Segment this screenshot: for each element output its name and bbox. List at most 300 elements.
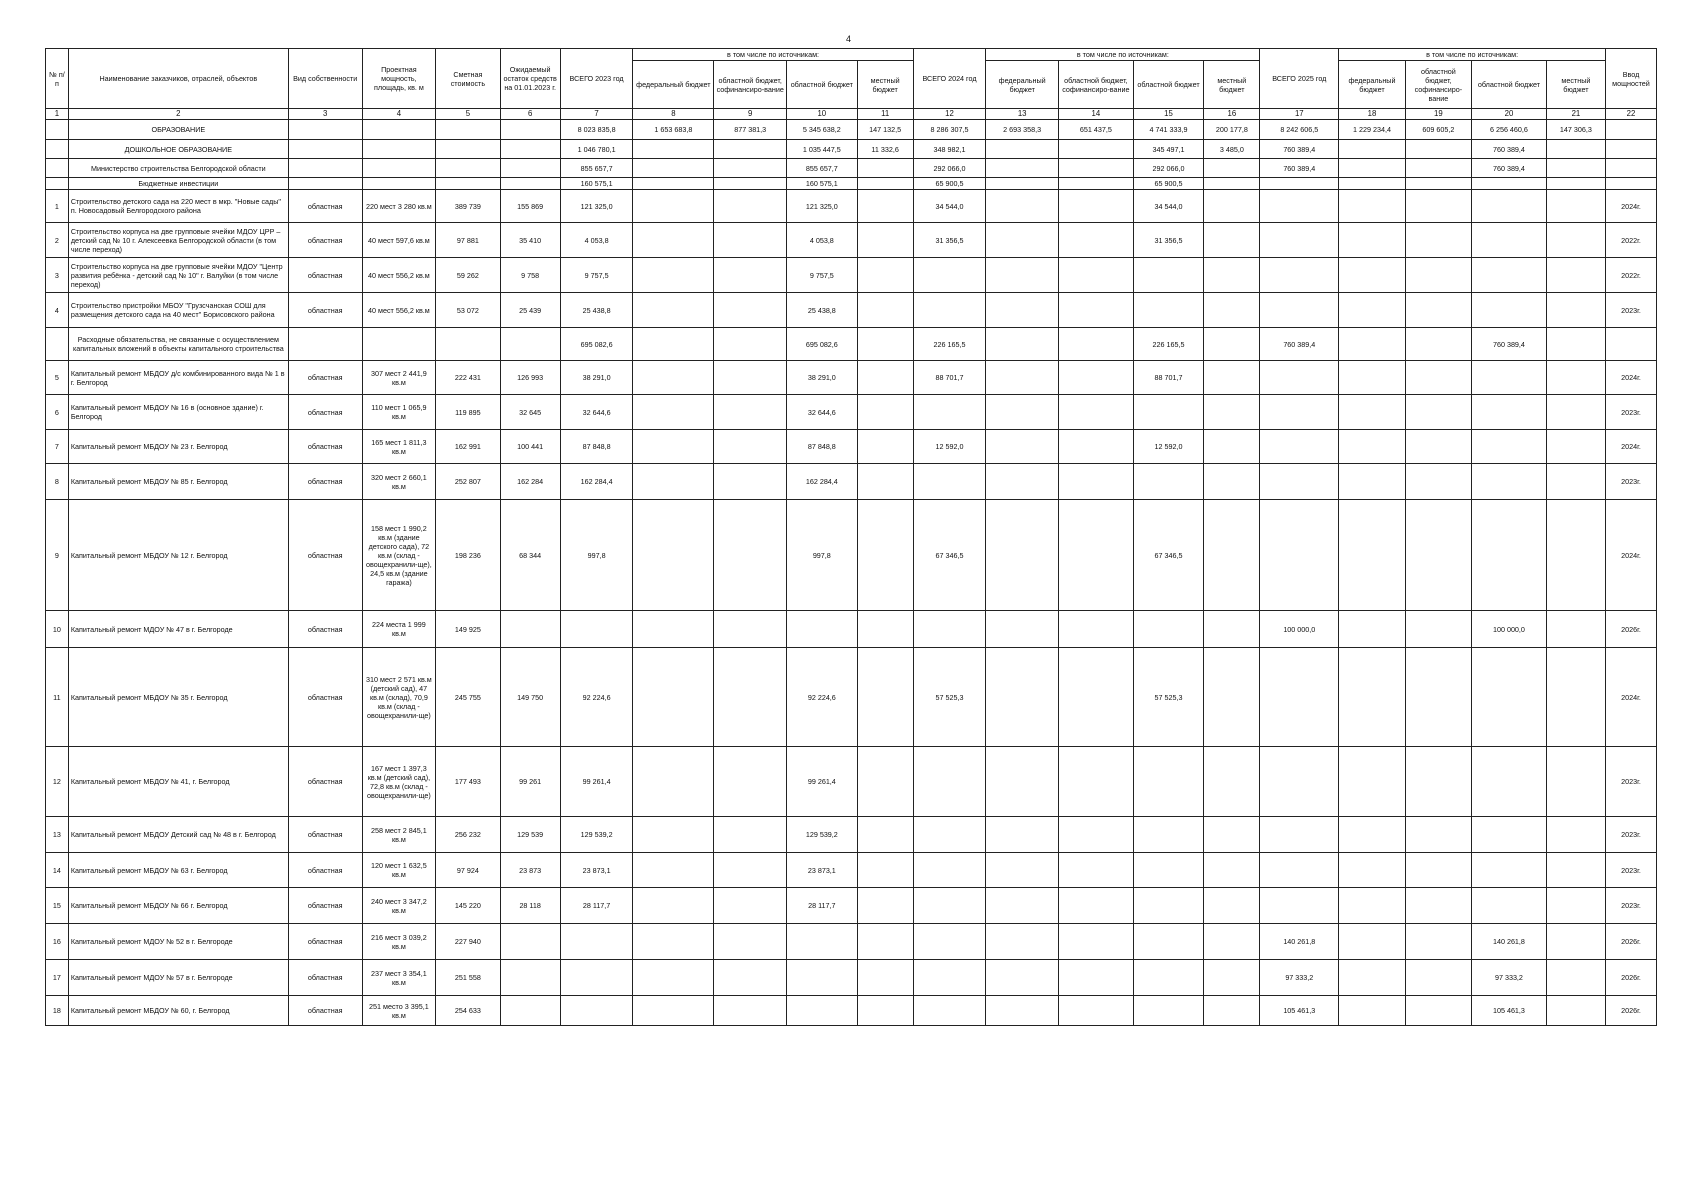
empty-cell: [288, 328, 362, 361]
value-obl-2024: [1133, 611, 1204, 648]
estimate-cost: 252 807: [436, 464, 500, 500]
value-total-2025: [1260, 853, 1339, 888]
value-obl-2025: [1472, 258, 1547, 293]
empty-cell: [288, 140, 362, 159]
row-number: 5: [46, 361, 69, 395]
value-total-2023: 997,8: [560, 500, 633, 611]
value-cofin-2024: [1059, 888, 1134, 924]
object-name: Капитальный ремонт МБДОУ № 85 г. Белгород: [68, 464, 288, 500]
value-cofin-2023: 877 381,3: [714, 120, 787, 140]
object-name: Капитальный ремонт МБДОУ д/с комбинированного вида № 1 в г. Белгород: [68, 361, 288, 395]
value-obl-2025: [1472, 853, 1547, 888]
value-fed-2023: [633, 996, 714, 1026]
value-obl-2023: 1 035 447,5: [787, 140, 858, 159]
ownership: областная: [288, 430, 362, 464]
object-name: Строительство детского сада на 220 мест в мкр. "Новые сады" п. Новосадовый Белгородского района: [68, 190, 288, 223]
value-obl-2023: 9 757,5: [787, 258, 858, 293]
value-obl-2023: 695 082,6: [787, 328, 858, 361]
remainder: 99 261: [500, 747, 560, 817]
value-total-2025: 100 000,0: [1260, 611, 1339, 648]
estimate-cost: 222 431: [436, 361, 500, 395]
estimate-cost: 53 072: [436, 293, 500, 328]
commissioning-year: 2024г.: [1606, 648, 1657, 747]
value-obl-2023: 92 224,6: [787, 648, 858, 747]
value-fed-2023: [633, 430, 714, 464]
column-number: 17: [1260, 109, 1339, 120]
value-cofin-2025: [1405, 361, 1471, 395]
commissioning-year: [1606, 328, 1657, 361]
value-mest-2024: [1204, 293, 1260, 328]
value-mest-2023: [857, 817, 913, 853]
value-obl-2024: 65 900,5: [1133, 178, 1204, 190]
capacity: 251 место 3 395,1 кв.м: [362, 996, 436, 1026]
object-name: Капитальный ремонт МБДОУ № 35 г. Белгород: [68, 648, 288, 747]
estimate-cost: 245 755: [436, 648, 500, 747]
value-fed-2023: [633, 361, 714, 395]
empty-cell: [500, 120, 560, 140]
ownership: областная: [288, 924, 362, 960]
value-mest-2023: [857, 611, 913, 648]
value-total-2025: [1260, 223, 1339, 258]
value-total-2023: [560, 996, 633, 1026]
value-total-2023: 162 284,4: [560, 464, 633, 500]
table-row: [46, 648, 1657, 747]
ownership: областная: [288, 747, 362, 817]
value-cofin-2025: [1405, 464, 1471, 500]
value-fed-2025: [1339, 223, 1405, 258]
value-cofin-2025: [1405, 888, 1471, 924]
header-total-2023: ВСЕГО 2023 год: [560, 49, 633, 109]
value-mest-2024: [1204, 960, 1260, 996]
object-name: Капитальный ремонт МБДОУ № 12 г. Белгород: [68, 500, 288, 611]
commissioning-year: [1606, 178, 1657, 190]
value-total-2024: 88 701,7: [913, 361, 986, 395]
commissioning-year: 2023г.: [1606, 747, 1657, 817]
capacity: 237 мест 3 354,1 кв.м: [362, 960, 436, 996]
commissioning-year: 2023г.: [1606, 395, 1657, 430]
commissioning-year: 2026г.: [1606, 960, 1657, 996]
value-total-2025: [1260, 395, 1339, 430]
value-obl-2025: 760 389,4: [1472, 328, 1547, 361]
remainder: [500, 611, 560, 648]
value-cofin-2023: [714, 888, 787, 924]
value-total-2025: 105 461,3: [1260, 996, 1339, 1026]
remainder: [500, 960, 560, 996]
value-obl-2025: 100 000,0: [1472, 611, 1547, 648]
value-mest-2025: [1546, 817, 1605, 853]
value-total-2025: [1260, 648, 1339, 747]
remainder: 162 284: [500, 464, 560, 500]
remainder: 129 539: [500, 817, 560, 853]
value-fed-2023: [633, 178, 714, 190]
header-fed-2025: федеральный бюджет: [1339, 61, 1405, 109]
object-name: Капитальный ремонт МБДОУ № 23 г. Белгород: [68, 430, 288, 464]
value-obl-2024: [1133, 888, 1204, 924]
object-name: Капитальный ремонт МДОУ № 52 в г. Белгороде: [68, 924, 288, 960]
column-number: 11: [857, 109, 913, 120]
value-mest-2024: [1204, 817, 1260, 853]
column-number: 19: [1405, 109, 1471, 120]
value-total-2024: 31 356,5: [913, 223, 986, 258]
value-obl-2023: 23 873,1: [787, 853, 858, 888]
ownership: областная: [288, 888, 362, 924]
header-obl-2024: областной бюджет: [1133, 61, 1204, 109]
value-cofin-2023: [714, 611, 787, 648]
ownership: областная: [288, 223, 362, 258]
section-name: ОБРАЗОВАНИЕ: [68, 120, 288, 140]
capacity: 40 мест 556,2 кв.м: [362, 258, 436, 293]
row-number: [46, 140, 69, 159]
value-total-2025: 97 333,2: [1260, 960, 1339, 996]
column-number: 4: [362, 109, 436, 120]
value-mest-2023: [857, 888, 913, 924]
table-body: [46, 120, 1657, 1026]
column-number: 7: [560, 109, 633, 120]
value-mest-2023: [857, 853, 913, 888]
value-cofin-2023: [714, 293, 787, 328]
value-obl-2023: [787, 960, 858, 996]
remainder: 68 344: [500, 500, 560, 611]
value-cofin-2025: 609 605,2: [1405, 120, 1471, 140]
empty-cell: [288, 120, 362, 140]
value-total-2024: 65 900,5: [913, 178, 986, 190]
value-total-2024: [913, 747, 986, 817]
value-mest-2024: [1204, 258, 1260, 293]
value-fed-2023: [633, 464, 714, 500]
capacity: 240 мест 3 347,2 кв.м: [362, 888, 436, 924]
value-total-2025: [1260, 464, 1339, 500]
value-cofin-2023: [714, 924, 787, 960]
value-cofin-2025: [1405, 395, 1471, 430]
value-fed-2023: [633, 924, 714, 960]
value-total-2023: 23 873,1: [560, 853, 633, 888]
value-fed-2025: [1339, 500, 1405, 611]
table-row: [46, 924, 1657, 960]
commissioning-year: 2026г.: [1606, 611, 1657, 648]
value-obl-2024: 34 544,0: [1133, 190, 1204, 223]
table-row: [46, 747, 1657, 817]
ownership: областная: [288, 853, 362, 888]
value-fed-2024: [986, 328, 1059, 361]
header-sources-2024: в том числе по источникам:: [986, 49, 1260, 61]
value-obl-2023: [787, 996, 858, 1026]
value-obl-2024: [1133, 817, 1204, 853]
estimate-cost: 97 881: [436, 223, 500, 258]
column-number: 2: [68, 109, 288, 120]
capacity: 216 мест 3 039,2 кв.м: [362, 924, 436, 960]
empty-cell: [500, 159, 560, 178]
value-fed-2025: [1339, 159, 1405, 178]
value-mest-2025: [1546, 293, 1605, 328]
table-row: [46, 430, 1657, 464]
row-number: 15: [46, 888, 69, 924]
value-obl-2024: [1133, 258, 1204, 293]
commissioning-year: 2026г.: [1606, 996, 1657, 1026]
value-cofin-2023: [714, 258, 787, 293]
value-obl-2025: [1472, 430, 1547, 464]
value-mest-2023: [857, 328, 913, 361]
value-fed-2024: [986, 178, 1059, 190]
header-obl-2025: областной бюджет: [1472, 61, 1547, 109]
value-obl-2025: [1472, 361, 1547, 395]
value-mest-2023: 147 132,5: [857, 120, 913, 140]
value-cofin-2023: [714, 361, 787, 395]
value-cofin-2025: [1405, 178, 1471, 190]
value-mest-2023: 11 332,6: [857, 140, 913, 159]
value-mest-2024: [1204, 328, 1260, 361]
value-cofin-2025: [1405, 817, 1471, 853]
column-number: 5: [436, 109, 500, 120]
value-total-2023: 32 644,6: [560, 395, 633, 430]
value-mest-2024: [1204, 190, 1260, 223]
value-obl-2025: [1472, 293, 1547, 328]
value-mest-2025: [1546, 648, 1605, 747]
value-mest-2025: [1546, 190, 1605, 223]
ownership: областная: [288, 817, 362, 853]
value-mest-2023: [857, 159, 913, 178]
value-obl-2023: 4 053,8: [787, 223, 858, 258]
value-total-2025: [1260, 500, 1339, 611]
value-total-2023: 38 291,0: [560, 361, 633, 395]
remainder: 100 441: [500, 430, 560, 464]
value-obl-2024: [1133, 293, 1204, 328]
value-mest-2024: [1204, 853, 1260, 888]
table-row: [46, 395, 1657, 430]
value-fed-2023: [633, 140, 714, 159]
value-total-2025: [1260, 361, 1339, 395]
capacity: 40 мест 556,2 кв.м: [362, 293, 436, 328]
value-cofin-2024: [1059, 924, 1134, 960]
header-mest-2025: местный бюджет: [1546, 61, 1605, 109]
table-row: [46, 293, 1657, 328]
value-fed-2024: [986, 258, 1059, 293]
value-total-2024: [913, 395, 986, 430]
estimate-cost: 227 940: [436, 924, 500, 960]
value-mest-2023: [857, 996, 913, 1026]
remainder: [500, 924, 560, 960]
value-mest-2023: [857, 648, 913, 747]
estimate-cost: 254 633: [436, 996, 500, 1026]
value-total-2023: [560, 924, 633, 960]
value-total-2023: 99 261,4: [560, 747, 633, 817]
value-fed-2023: [633, 293, 714, 328]
value-cofin-2023: [714, 996, 787, 1026]
value-fed-2023: [633, 258, 714, 293]
value-mest-2024: [1204, 611, 1260, 648]
value-cofin-2024: [1059, 293, 1134, 328]
column-number: 8: [633, 109, 714, 120]
column-number: 3: [288, 109, 362, 120]
value-total-2024: [913, 996, 986, 1026]
empty-cell: [436, 178, 500, 190]
ownership: областная: [288, 648, 362, 747]
value-mest-2023: [857, 178, 913, 190]
capacity: 307 мест 2 441,9 кв.м: [362, 361, 436, 395]
value-cofin-2024: [1059, 258, 1134, 293]
capacity: 165 мест 1 811,3 кв.м: [362, 430, 436, 464]
header-ownership: Вид собственности: [288, 49, 362, 109]
value-cofin-2024: [1059, 430, 1134, 464]
commissioning-year: 2024г.: [1606, 500, 1657, 611]
capacity: 258 мест 2 845,1 кв.м: [362, 817, 436, 853]
value-mest-2025: [1546, 996, 1605, 1026]
value-obl-2024: [1133, 395, 1204, 430]
object-name: Капитальный ремонт МБДОУ № 63 г. Белгород: [68, 853, 288, 888]
value-obl-2023: 997,8: [787, 500, 858, 611]
value-total-2023: 28 117,7: [560, 888, 633, 924]
value-cofin-2024: [1059, 159, 1134, 178]
capacity: 224 места 1 999 кв.м: [362, 611, 436, 648]
value-fed-2023: [633, 500, 714, 611]
value-fed-2024: [986, 648, 1059, 747]
value-fed-2025: [1339, 258, 1405, 293]
value-obl-2024: 226 165,5: [1133, 328, 1204, 361]
value-cofin-2023: [714, 853, 787, 888]
row-number: 6: [46, 395, 69, 430]
row-number: 9: [46, 500, 69, 611]
value-fed-2025: [1339, 747, 1405, 817]
remainder: 155 869: [500, 190, 560, 223]
value-obl-2024: 67 346,5: [1133, 500, 1204, 611]
row-number: [46, 159, 69, 178]
table-row: [46, 996, 1657, 1026]
commissioning-year: 2023г.: [1606, 464, 1657, 500]
value-cofin-2023: [714, 178, 787, 190]
value-obl-2024: 31 356,5: [1133, 223, 1204, 258]
commissioning-year: 2023г.: [1606, 817, 1657, 853]
value-obl-2023: 160 575,1: [787, 178, 858, 190]
value-mest-2024: [1204, 223, 1260, 258]
capacity: 40 мест 597,6 кв.м: [362, 223, 436, 258]
value-total-2023: 695 082,6: [560, 328, 633, 361]
column-number: 1: [46, 109, 69, 120]
row-number: 10: [46, 611, 69, 648]
value-cofin-2024: [1059, 190, 1134, 223]
value-obl-2025: 97 333,2: [1472, 960, 1547, 996]
value-mest-2025: 147 306,3: [1546, 120, 1605, 140]
header-total-2025: ВСЕГО 2025 год: [1260, 49, 1339, 109]
value-obl-2023: 129 539,2: [787, 817, 858, 853]
value-fed-2023: [633, 611, 714, 648]
value-obl-2024: [1133, 960, 1204, 996]
estimate-cost: 389 739: [436, 190, 500, 223]
value-cofin-2024: [1059, 500, 1134, 611]
value-cofin-2025: [1405, 190, 1471, 223]
value-fed-2024: [986, 159, 1059, 178]
value-cofin-2024: [1059, 223, 1134, 258]
column-number: 14: [1059, 109, 1134, 120]
value-mest-2023: [857, 747, 913, 817]
estimate-cost: 251 558: [436, 960, 500, 996]
value-fed-2025: 1 229 234,4: [1339, 120, 1405, 140]
header-num: № п/п: [46, 49, 69, 109]
value-obl-2023: 99 261,4: [787, 747, 858, 817]
value-obl-2025: 140 261,8: [1472, 924, 1547, 960]
value-mest-2024: [1204, 924, 1260, 960]
value-mest-2025: [1546, 258, 1605, 293]
remainder: 25 439: [500, 293, 560, 328]
value-total-2023: 92 224,6: [560, 648, 633, 747]
value-fed-2024: [986, 361, 1059, 395]
value-total-2024: [913, 293, 986, 328]
value-total-2025: 760 389,4: [1260, 140, 1339, 159]
value-obl-2023: 162 284,4: [787, 464, 858, 500]
commissioning-year: [1606, 159, 1657, 178]
row-number: 4: [46, 293, 69, 328]
row-number: 1: [46, 190, 69, 223]
row-number: 16: [46, 924, 69, 960]
commissioning-year: 2024г.: [1606, 190, 1657, 223]
table-row: [46, 190, 1657, 223]
value-mest-2023: [857, 430, 913, 464]
estimate-cost: 177 493: [436, 747, 500, 817]
empty-cell: [288, 159, 362, 178]
value-total-2023: 25 438,8: [560, 293, 633, 328]
row-number: [46, 120, 69, 140]
section-row: [46, 159, 1657, 178]
value-fed-2024: [986, 747, 1059, 817]
value-obl-2025: [1472, 178, 1547, 190]
value-mest-2023: [857, 361, 913, 395]
capacity: 310 мест 2 571 кв.м (детский сад), 47 кв.м (склад), 70,9 кв.м (склад - овощехранили-ще): [362, 648, 436, 747]
capacity: 120 мест 1 632,5 кв.м: [362, 853, 436, 888]
value-mest-2023: [857, 223, 913, 258]
capacity: 158 мест 1 990,2 кв.м (здание детского сада), 72 кв.м (склад - овощехранили-ще), 24,5 кв.м (здание гаража): [362, 500, 436, 611]
value-obl-2025: [1472, 223, 1547, 258]
value-total-2023: 8 023 835,8: [560, 120, 633, 140]
header-name: Наименование заказчиков, отраслей, объектов: [68, 49, 288, 109]
value-fed-2023: [633, 328, 714, 361]
value-total-2025: [1260, 178, 1339, 190]
remainder: 35 410: [500, 223, 560, 258]
value-mest-2023: [857, 395, 913, 430]
row-number: 8: [46, 464, 69, 500]
value-cofin-2024: [1059, 648, 1134, 747]
value-obl-2025: 105 461,3: [1472, 996, 1547, 1026]
value-obl-2023: 87 848,8: [787, 430, 858, 464]
value-total-2023: 160 575,1: [560, 178, 633, 190]
object-name: Капитальный ремонт МБДОУ Детский сад № 48 в г. Белгород: [68, 817, 288, 853]
value-total-2025: 760 389,4: [1260, 328, 1339, 361]
value-obl-2024: [1133, 996, 1204, 1026]
section-name: ДОШКОЛЬНОЕ ОБРАЗОВАНИЕ: [68, 140, 288, 159]
value-total-2024: 34 544,0: [913, 190, 986, 223]
value-fed-2023: [633, 888, 714, 924]
value-obl-2023: [787, 611, 858, 648]
ownership: областная: [288, 395, 362, 430]
value-cofin-2023: [714, 500, 787, 611]
capacity: 110 мест 1 065,9 кв.м: [362, 395, 436, 430]
value-obl-2025: [1472, 395, 1547, 430]
value-fed-2024: [986, 223, 1059, 258]
table-row: [46, 611, 1657, 648]
commissioning-year: 2024г.: [1606, 361, 1657, 395]
value-fed-2025: [1339, 190, 1405, 223]
value-mest-2025: [1546, 223, 1605, 258]
ownership: областная: [288, 190, 362, 223]
value-fed-2024: [986, 464, 1059, 500]
estimate-cost: 97 924: [436, 853, 500, 888]
value-fed-2025: [1339, 361, 1405, 395]
value-mest-2024: [1204, 500, 1260, 611]
value-cofin-2025: [1405, 611, 1471, 648]
value-total-2024: 348 982,1: [913, 140, 986, 159]
value-mest-2025: [1546, 464, 1605, 500]
value-fed-2024: [986, 395, 1059, 430]
commissioning-year: 2022г.: [1606, 223, 1657, 258]
value-total-2025: 140 261,8: [1260, 924, 1339, 960]
value-total-2024: 8 286 307,5: [913, 120, 986, 140]
